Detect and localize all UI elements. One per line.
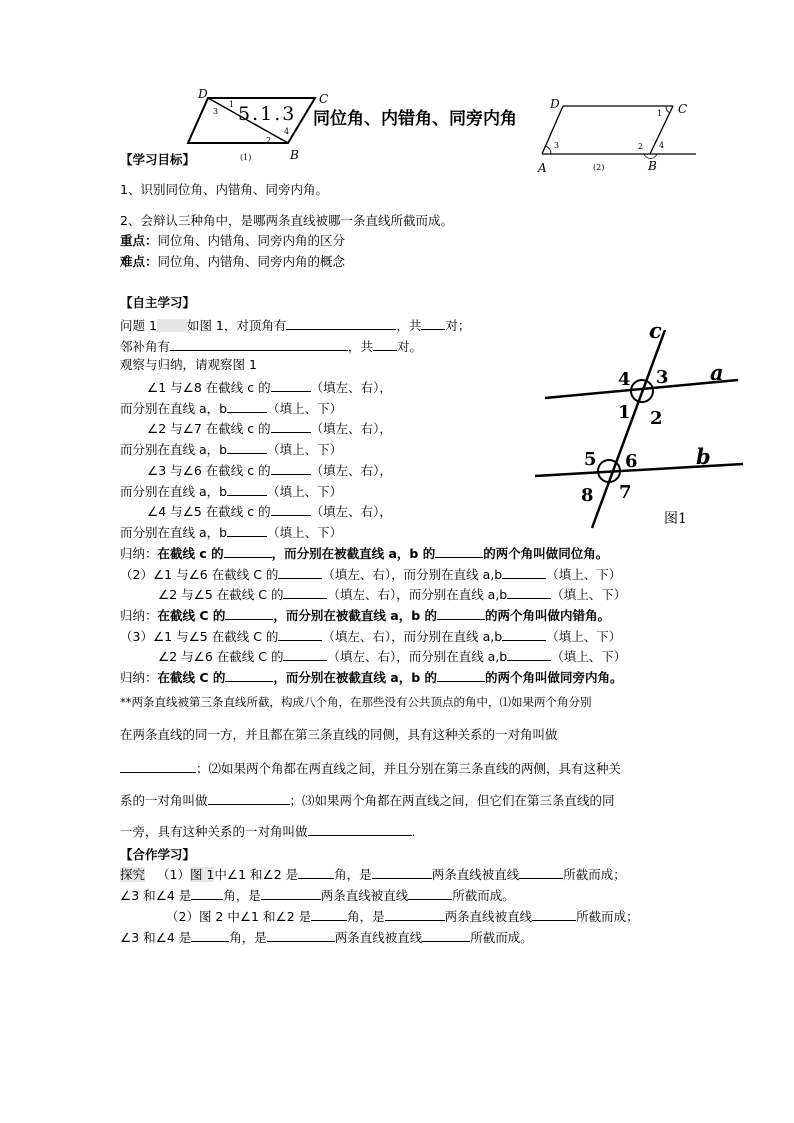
text-fragment: ∠3 与∠6 在截线 c 的 <box>147 463 271 478</box>
text-fragment: 的两个角叫做同旁内角。 <box>485 670 623 685</box>
angle-6: 6 <box>625 451 638 472</box>
figure-1-transversal <box>530 318 755 533</box>
text-fragment: 在截线 C 的 <box>157 608 226 623</box>
text-fragment: （填左、右），而分别在直线 a,b <box>322 629 503 644</box>
pair-2-7-position <box>120 441 342 457</box>
fig2-angle-2: 2 <box>638 142 644 151</box>
text-fragment: ∠1 与∠8 在截线 c 的 <box>147 380 271 395</box>
fig1-caption: (1) <box>240 153 252 162</box>
angle-4: 4 <box>618 369 631 390</box>
difficult-point <box>120 255 345 269</box>
text-fragment: 所截而成； <box>576 909 639 924</box>
self-study-heading: 【自主学习】 <box>120 295 196 310</box>
fig1-angle-3: 3 <box>213 107 219 116</box>
line-label-a: a <box>710 360 724 385</box>
text-fragment: ∠3 和∠4 是 <box>120 930 192 945</box>
text-fragment: ，共 <box>396 318 422 333</box>
text-fragment: 归纳： <box>120 608 158 623</box>
figure-parallelogram-1 <box>180 87 329 168</box>
text-fragment: （2）∠1 与∠6 在截线 C 的 <box>120 567 279 582</box>
pair-3-6-position <box>120 483 342 499</box>
text-fragment: ；⑵如果两个角都在两直线之间，并且分别在第三条直线的两侧，具有这种关 <box>196 761 622 776</box>
text-fragment: 所截而成。 <box>452 888 515 903</box>
text-fragment: ，共 <box>348 339 374 354</box>
objective-2: 2、会辩认三种角中，是哪两条直线被哪一条直线所截而成。 <box>120 213 453 228</box>
part-3-pair-2-6 <box>158 648 626 664</box>
line-label-b: b <box>696 444 711 469</box>
explore-line-1 <box>120 866 626 882</box>
text-fragment: 对； <box>445 318 471 333</box>
pair-1-8-side <box>147 379 392 395</box>
pair-2-7-side <box>147 420 392 436</box>
text-fragment: 探究 <box>120 867 146 882</box>
objectives-heading: 【学习目标】 <box>120 152 196 167</box>
summary-line-2: 在两条直线的同一方，并且都在第三条直线的同侧，具有这种关系的一对角叫做 <box>120 727 558 742</box>
text-fragment: 在截线 c 的 <box>157 546 224 561</box>
fig2-angle-3: 3 <box>554 141 560 150</box>
text-fragment: 所截而成； <box>563 867 626 882</box>
angle-3: 3 <box>656 367 669 388</box>
text-fragment: （3）∠1 与∠5 在截线 C 的 <box>120 629 279 644</box>
text-fragment: 而分别在直线 a，b <box>120 401 228 416</box>
angle-5: 5 <box>584 449 597 470</box>
conclusion-interior <box>120 669 623 685</box>
text-fragment: 而分别在直线 a，b <box>120 484 228 499</box>
part-2-pair-2-5 <box>158 586 626 602</box>
fig2-angle-4: 4 <box>659 141 665 150</box>
angle-7: 7 <box>619 482 632 503</box>
explore-line-3 <box>166 908 639 924</box>
fig1-label-D: D <box>198 87 208 101</box>
fig2-label-B: B <box>648 159 657 173</box>
text-fragment: ∠4 与∠5 在截线 c 的 <box>147 504 271 519</box>
text-fragment: 而分别在直线 a，b <box>120 442 228 457</box>
angle-2: 2 <box>650 408 663 429</box>
coop-heading: 【合作学习】 <box>120 847 196 862</box>
fig1-angle-4: 4 <box>284 127 290 136</box>
text-fragment: 对。 <box>397 339 423 354</box>
question-1 <box>120 317 470 333</box>
text-fragment: 归纳： <box>120 670 158 685</box>
text-fragment: 而分别在直线 a，b <box>120 525 228 540</box>
part-2-pair-1-6 <box>120 566 621 582</box>
text-fragment: 邻补角有 <box>120 339 171 354</box>
text-fragment: 同位角、内错角、同旁内角的概念 <box>157 254 346 269</box>
text-fragment: （填左、右）， <box>310 504 392 519</box>
text-fragment: （填上、下） <box>546 567 622 582</box>
text-fragment: （填上、下） <box>267 442 343 457</box>
text-fragment: 两条直线被直线 <box>334 930 423 945</box>
text-fragment: ，而分别在被截直线 a，b 的 <box>273 608 437 623</box>
fig1-label-B: B <box>290 148 299 162</box>
text-fragment: ∠2 与∠5 在截线 C 的 <box>158 587 284 602</box>
text-fragment: . <box>411 824 416 839</box>
text-fragment: ，而分别在被截直线 a，b 的 <box>271 546 436 561</box>
text-fragment: 两条直线被直线 <box>320 888 409 903</box>
observe-text: 观察与归纳，请观察图 1 <box>120 357 257 372</box>
text-fragment: 如图 1，对顶角有 <box>186 318 287 333</box>
fig2-label-A: A <box>538 161 547 175</box>
angle-8: 8 <box>581 485 594 506</box>
adjacent-angles-line <box>120 338 422 354</box>
text-fragment: （填左、右），而分别在直线 a,b <box>322 567 503 582</box>
objective-1: 1、识别同位角、内错角、同旁内角。 <box>120 182 328 197</box>
summary-line-3 <box>120 760 621 776</box>
text-fragment: （填上、下） <box>546 629 622 644</box>
figure-1-caption: 图1 <box>664 511 687 527</box>
text-fragment: 问题 1 <box>120 318 157 333</box>
pair-4-5-position <box>120 524 342 540</box>
section-number: 5.1.3 <box>238 103 297 125</box>
text-fragment: 在截线 C 的 <box>157 670 226 685</box>
text-fragment: 两条直线被直线 <box>444 909 533 924</box>
text-fragment: 角，是 <box>334 867 372 882</box>
summary-line-1: **两条直线被第三条直线所截，构成八个角，在那些没有公共顶点的角中，⑴如果两个角分别 <box>120 695 592 709</box>
text-fragment: （填左、右）， <box>310 380 392 395</box>
fig2-caption: (2) <box>593 163 605 172</box>
text-fragment: ；⑶如果两个角都在两直线之间，但它们在第三条直线的同 <box>289 793 615 808</box>
fig1-angle-2: 2 <box>266 136 272 145</box>
text-fragment: ，而分别在被截直线 a，b 的 <box>273 670 437 685</box>
text-fragment: 的两个角叫做内错角。 <box>485 608 611 623</box>
pair-4-5-side <box>147 503 392 519</box>
summary-line-4 <box>120 792 615 808</box>
fig2-label-C: C <box>678 102 688 116</box>
text-fragment: （填上、下） <box>267 401 343 416</box>
angle-1: 1 <box>618 402 631 423</box>
text-fragment: 角，是 <box>347 909 385 924</box>
text-fragment: （1） <box>157 867 190 882</box>
text-fragment: 角，是 <box>223 888 261 903</box>
text-fragment: 角，是 <box>229 930 267 945</box>
fig1-label-C: C <box>319 92 329 106</box>
text-fragment: （填左、右）， <box>310 463 392 478</box>
text-fragment: 同位角、内错角、同旁内角的区分 <box>157 233 346 248</box>
text-fragment: 中∠1 和∠2 是 <box>214 867 299 882</box>
conclusion-corresponding <box>120 545 608 561</box>
pair-1-8-position <box>120 400 342 416</box>
text-fragment: 所截而成。 <box>470 930 533 945</box>
pair-3-6-side <box>147 462 392 478</box>
text-fragment: 重点： <box>120 233 158 248</box>
fig2-angle-1: 1 <box>657 109 663 118</box>
figure-parallelogram-2 <box>530 96 700 178</box>
text-fragment: ∠3 和∠4 是 <box>120 888 192 903</box>
text-fragment: （2）图 2 中∠1 和∠2 是 <box>166 909 312 924</box>
part-3-pair-1-5 <box>120 628 621 644</box>
fig1-angle-1: 1 <box>229 100 235 109</box>
text-fragment: 图 1 <box>189 867 215 882</box>
text-fragment: （填上、下） <box>267 525 343 540</box>
key-point <box>120 234 345 248</box>
text-fragment: （填上、下） <box>551 649 627 664</box>
text-fragment: （填左、右），而分别在直线 a,b <box>327 649 508 664</box>
text-fragment: 两条直线被直线 <box>431 867 520 882</box>
line-label-c: c <box>649 318 662 343</box>
text-fragment: （填上、下） <box>551 587 627 602</box>
text-fragment: （填上、下） <box>267 484 343 499</box>
text-fragment: 的两个角叫做同位角。 <box>483 546 609 561</box>
text-fragment: ∠2 与∠6 在截线 C 的 <box>158 649 284 664</box>
text-fragment: 归纳： <box>120 546 158 561</box>
text-fragment: 一旁，具有这种关系的一对角叫做 <box>120 824 308 839</box>
conclusion-alternate <box>120 607 610 623</box>
explore-line-2 <box>120 887 515 903</box>
explore-line-4 <box>120 929 533 945</box>
summary-line-5 <box>120 823 416 839</box>
fig2-label-D: D <box>550 97 560 111</box>
text-fragment: ∠2 与∠7 在截线 c 的 <box>147 421 271 436</box>
text-fragment: 系的一对角叫做 <box>120 793 208 808</box>
text-fragment: （填左、右），而分别在直线 a,b <box>327 587 508 602</box>
text-fragment: 难点： <box>120 254 158 269</box>
page-title: 同位角、内错角、同旁内角 <box>313 109 517 129</box>
text-fragment: （填左、右）， <box>310 421 392 436</box>
